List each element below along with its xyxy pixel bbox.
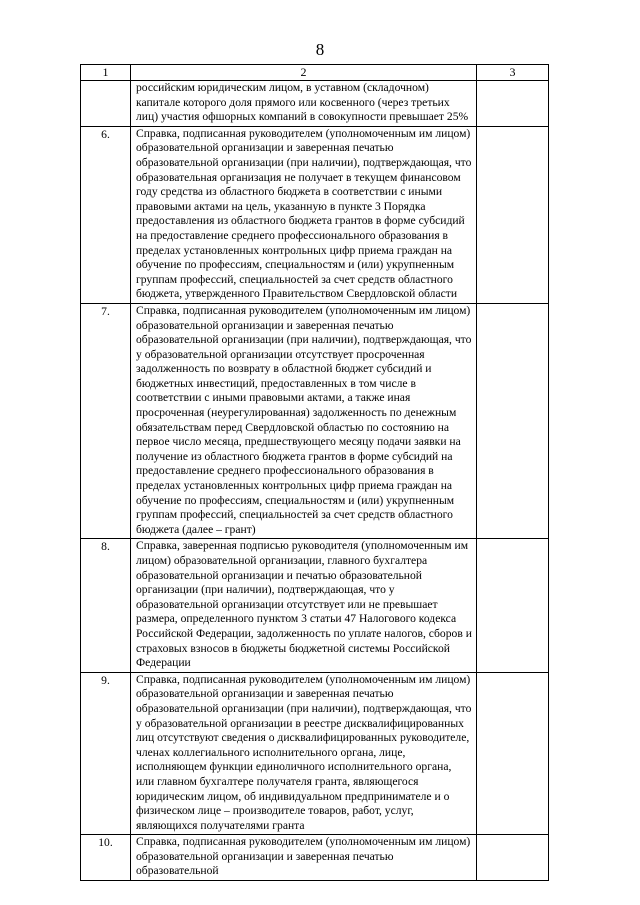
table-row	[81, 81, 549, 127]
documents-table	[80, 64, 549, 881]
table-row	[81, 126, 549, 303]
row-col3	[477, 539, 549, 672]
row-text: Справка, подписанная руководителем (уполномоченным им лицом) образовательной организации и заверенная печатью образовательной организации (при наличии), подтверждающая, что образовательная организация не получает в текущем финансовом году средства из областного бюджета в соответствии с иными правовыми актами на цель, указанную в пункте 3 Порядка предоставления из областного бюджета грантов в форме субсидий на предоставление среднего профессионального образования в пределах установленных контрольных цифр приема граждан на обучение по профессиям, специальностям и (или) укрупненным группам профессий, специальностей за счет средств областного бюджета, утвержденного Правительством Свердловской области	[131, 126, 477, 303]
header-col-2: 2	[131, 65, 477, 81]
row-number: 6.	[81, 126, 131, 303]
table-header-row	[81, 65, 549, 81]
row-text: Справка, подписанная руководителем (уполномоченным им лицом) образовательной организации и заверенная печатью образовательной	[131, 835, 477, 881]
row-number	[81, 81, 131, 127]
table-row	[81, 303, 549, 539]
row-text: Справка, заверенная подписью руководителя (уполномоченным им лицом) образовательной организации, главного бухгалтера образовательной организации и печатью образовательной организации (при наличии), подтверждающая, что у образовательной организации отсутствует или не превышает размера, определенного пунктом 3 статьи 47 Налогового кодекса Российской Федерации, задолженность по уплате налогов, сборов и страховых взносов в бюджеты бюджетной системы Российской Федерации	[131, 539, 477, 672]
row-number: 10.	[81, 835, 131, 881]
row-col3	[477, 303, 549, 539]
row-col3	[477, 672, 549, 835]
header-col-1: 1	[81, 65, 131, 81]
table-row	[81, 835, 549, 881]
row-text: российским юридическим лицом, в уставном (складочном) капитале которого доля прямого или косвенного (через третьих лиц) участия офшорных компаний в совокупности превышает 25%	[131, 81, 477, 127]
table-row	[81, 539, 549, 672]
row-col3	[477, 835, 549, 881]
row-text: Справка, подписанная руководителем (уполномоченным им лицом) образовательной организации и заверенная печатью образовательной организации (при наличии), подтверждающая, что у образовательной организации отсутствует просроченная задолженность по возврату в областной бюджет субсидий и бюджетных инвестиций, предоставленных в том числе в соответствии с иными правовыми актами, а также иная просроченная (неурегулированная) задолженность по денежным обязательствам перед Свердловской областью по состоянию на первое число месяца, предшествующего месяцу подачи заявки на получение из областного бюджета грантов в форме субсидий на предоставление среднего профессионального образования в пределах установленных контрольных цифр приема граждан на обучение по профессиям, специальностям и (или) укрупненным группам профессий, специальностей за счет средств областного бюджета (далее – грант)	[131, 303, 477, 539]
page-number: 8	[315, 40, 325, 59]
header-col-3: 3	[477, 65, 549, 81]
row-number: 7.	[81, 303, 131, 539]
row-col3	[477, 81, 549, 127]
table-row	[81, 672, 549, 835]
row-number: 8.	[81, 539, 131, 672]
row-number: 9.	[81, 672, 131, 835]
row-col3	[477, 126, 549, 303]
row-text: Справка, подписанная руководителем (уполномоченным им лицом) образовательной организации и заверенная печатью образовательной организации (при наличии), подтверждающая, что у образовательной организации в реестре дисквалифицированных лиц отсутствуют сведения о дисквалифицированных руководителе, членах коллегиального исполнительного органа, лице, исполняющем функции единоличного исполнительного органа, или главном бухгалтере получателя гранта, являющегося юридическим лицом, об индивидуальном предпринимателе и о физическом лице – производителе товаров, работ, услуг, являющихся получателями гранта	[131, 672, 477, 835]
